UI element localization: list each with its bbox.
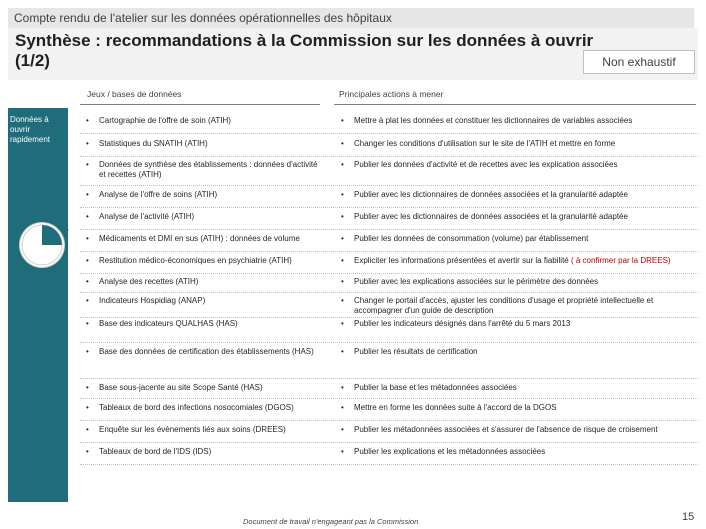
bullet-icon: • <box>86 212 89 221</box>
bullet-icon: • <box>341 234 344 243</box>
bullet-icon: • <box>86 383 89 392</box>
bullet-icon: • <box>341 277 344 286</box>
bullet-icon: • <box>341 447 344 456</box>
action-cell <box>354 447 696 457</box>
dataset-name: Base des données de certification des établissements (HAS) <box>99 347 314 356</box>
dataset-name: Analyse des recettes (ATIH) <box>99 277 199 286</box>
table-row <box>80 344 698 379</box>
action-text: Publier les résultats de certification <box>354 347 478 356</box>
dataset-name: Médicaments et DMI en sus (ATIH) : données de volume <box>99 234 300 243</box>
action-text: Publier avec les dictionnaires de données associées et la granularité adaptée <box>354 212 628 221</box>
sidebar-category <box>8 108 68 502</box>
sidebar-label: Données à ouvrir rapidement <box>10 115 51 144</box>
column-header-left: Jeux / bases de données <box>87 89 182 99</box>
table-row <box>80 253 698 274</box>
table-row <box>80 444 698 465</box>
bullet-icon: • <box>86 256 89 265</box>
table-row <box>80 157 698 186</box>
table-row <box>80 209 698 230</box>
bullet-icon: • <box>341 212 344 221</box>
bullet-icon: • <box>341 139 344 148</box>
table-row <box>80 380 698 399</box>
slide-header-bar <box>8 8 694 28</box>
slide-title: Synthèse : recommandations à la Commission sur les données à ouvrir (1/2) <box>15 31 594 70</box>
table-row <box>80 231 698 252</box>
action-cell <box>354 403 696 413</box>
table-row <box>80 187 698 208</box>
action-cell <box>354 383 696 393</box>
table-row <box>80 316 698 343</box>
bullet-icon: • <box>341 190 344 199</box>
action-cell <box>354 296 696 316</box>
dataset-name: Tableaux de bord des infections nosocomiales (DGOS) <box>99 403 294 412</box>
action-text: Publier avec les explications associées sur le périmètre des données <box>354 277 599 286</box>
action-text: Expliciter les informations présentées et avertir sur la fiabilité <box>354 256 569 265</box>
bullet-icon: • <box>86 319 89 328</box>
dataset-name: Restitution médico-économiques en psychiatrie (ATIH) <box>99 256 292 265</box>
bullet-icon: • <box>341 403 344 412</box>
header-text: Compte rendu de l'atelier sur les données opérationnelles des hôpitaux <box>14 11 392 25</box>
non-exhaustive-badge: Non exhaustif <box>583 50 695 74</box>
dataset-name: Indicateurs Hospidiag (ANAP) <box>99 296 206 305</box>
curved-arrow-icon: ⤳ <box>58 220 70 236</box>
action-cell <box>354 277 696 287</box>
dataset-name: Analyse de l'activité (ATIH) <box>99 212 195 221</box>
column-header-right: Principales actions à mener <box>339 89 444 99</box>
table-row <box>80 113 698 134</box>
bullet-icon: • <box>86 447 89 456</box>
bullet-icon: • <box>86 160 89 169</box>
action-cell <box>354 212 696 222</box>
action-text: Publier avec les dictionnaires de données associées et la granularité adaptée <box>354 190 628 199</box>
bullet-icon: • <box>86 403 89 412</box>
bullet-icon: • <box>86 190 89 199</box>
bullet-icon: • <box>86 116 89 125</box>
action-cell <box>354 116 696 126</box>
bullet-icon: • <box>86 277 89 286</box>
action-note: ( à confirmer par la DREES) <box>571 256 671 265</box>
action-text: Mettre en forme les données suite à l'accord de la DGOS <box>354 403 557 412</box>
action-text: Changer le portail d'accès, ajuster les conditions d'usage et propriété intellectuelle et accompagner d'un guide de description <box>354 296 654 315</box>
column-divider-left <box>80 104 320 105</box>
action-cell <box>354 256 696 266</box>
table-row <box>80 400 698 421</box>
action-text: Publier les métadonnées associées et s'assurer de l'absence de risque de croisement <box>354 425 658 434</box>
bullet-icon: • <box>341 160 344 169</box>
table-row <box>80 293 698 318</box>
dataset-name: Base des indicateurs QUALHAS (HAS) <box>99 319 238 328</box>
dataset-name: Tableaux de bord de l'IDS (IDS) <box>99 447 212 456</box>
bullet-icon: • <box>86 347 89 356</box>
action-cell <box>354 234 696 244</box>
dataset-name: Statistiques du SNATIH (ATIH) <box>99 139 208 148</box>
bullet-icon: • <box>341 296 344 305</box>
footer-note: Document de travail n'engageant pas la Commission <box>243 517 419 526</box>
bullet-icon: • <box>341 319 344 328</box>
dataset-name: Enquête sur les évènements liés aux soins (DREES) <box>99 425 286 434</box>
dataset-name: Cartographie de l'offre de soin (ATIH) <box>99 116 231 125</box>
table-row <box>80 274 698 293</box>
action-text: Publier la base et les métadonnées associées <box>354 383 517 392</box>
bullet-icon: • <box>86 296 89 305</box>
column-divider-right <box>334 104 696 105</box>
dataset-name: Base sous-jacente au site Scope Santé (HAS) <box>99 383 263 392</box>
action-cell <box>354 139 696 149</box>
action-cell <box>354 319 696 329</box>
table-row <box>80 136 698 157</box>
bullet-icon: • <box>341 383 344 392</box>
page-number: 15 <box>682 511 695 523</box>
bullet-icon: • <box>86 234 89 243</box>
bullet-icon: • <box>86 425 89 434</box>
bullet-icon: • <box>341 347 344 356</box>
action-text: Publier les explications et les métadonnées associées <box>354 447 546 456</box>
bullet-icon: • <box>341 256 344 265</box>
action-text: Changer les conditions d'utilisation sur le site de l'ATIH et mettre en forme <box>354 139 616 148</box>
action-text: Publier les données de consommation (volume) par établissement <box>354 234 589 243</box>
table-row <box>80 422 698 443</box>
action-text: Publier les données d'activité et de recettes avec les explication associées <box>354 160 618 169</box>
bullet-icon: • <box>341 116 344 125</box>
action-cell <box>354 160 696 170</box>
bullet-icon: • <box>86 139 89 148</box>
action-cell <box>354 190 696 200</box>
bullet-icon: • <box>341 425 344 434</box>
action-text: Mettre à plat les données et constituer les dictionnaires de variables associées <box>354 116 633 125</box>
action-text: Publier les indicateurs désignés dans l'arrêté du 5 mars 2013 <box>354 319 571 328</box>
action-cell <box>354 425 696 435</box>
dataset-name: Analyse de l'offre de soins (ATIH) <box>99 190 218 199</box>
dataset-name: Données de synthèse des établissements : données d'activité et recettes (ATIH) <box>99 160 318 179</box>
action-cell <box>354 347 696 357</box>
